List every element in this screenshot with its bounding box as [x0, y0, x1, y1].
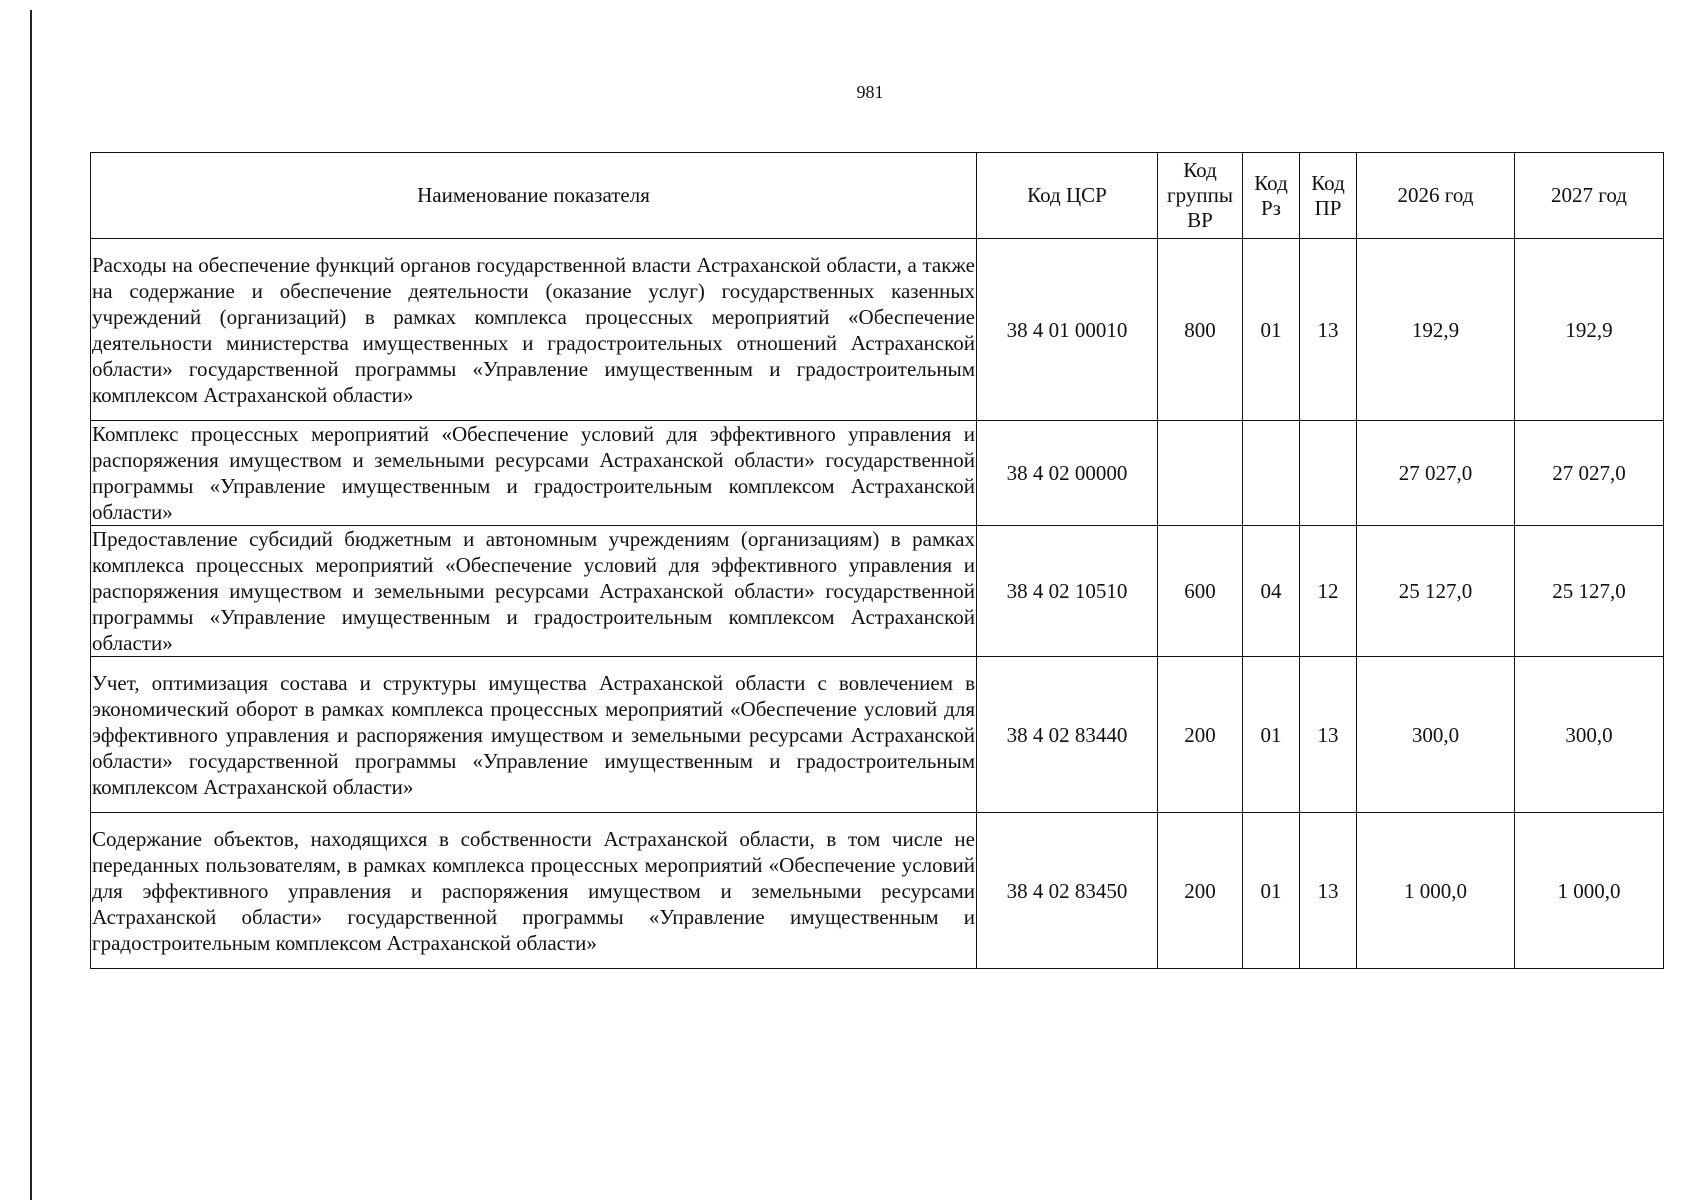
row-name: Расходы на обеспечение функций органов государственной власти Астраханской области, а также на содержание и обеспечение деятельности (оказание услуг) государственных казенных учреждений (организаций) в рамках комплекса процессных мероприятий «Обеспечение деятельности министерства имущественных и градостроительных отношений Астраханской области» государственной программы «Управление имущественным и градостроительным комплексом Астраханской области»: [91, 239, 977, 421]
row-value-2027: 25 127,0: [1515, 526, 1664, 657]
header-csr-code: Код ЦСР: [977, 153, 1158, 239]
row-value-2027: 300,0: [1515, 657, 1664, 813]
row-csr-code: 38 4 02 83440: [977, 657, 1158, 813]
row-pr-code: 13: [1300, 813, 1357, 969]
row-value-2026: 192,9: [1357, 239, 1515, 421]
row-vr-code: 200: [1158, 657, 1243, 813]
budget-table: [90, 152, 1664, 969]
row-vr-code: 600: [1158, 526, 1243, 657]
row-rz-code: 01: [1243, 239, 1300, 421]
left-margin-line: [30, 10, 32, 1200]
table-row: [91, 421, 1664, 526]
row-csr-code: 38 4 01 00010: [977, 239, 1158, 421]
row-rz-code: 04: [1243, 526, 1300, 657]
row-csr-code: 38 4 02 83450: [977, 813, 1158, 969]
row-rz-code: 01: [1243, 813, 1300, 969]
row-value-2026: 1 000,0: [1357, 813, 1515, 969]
table-body: [91, 239, 1664, 969]
row-name: Учет, оптимизация состава и структуры имущества Астраханской области с вовлечением в экономический оборот в рамках комплекса процессных мероприятий «Обеспечение условий для эффективного управления и распоряжения имуществом и земельными ресурсами Астраханской области» государственной программы «Управление имущественным и градостроительным комплексом Астраханской области»: [91, 657, 977, 813]
header-row: [91, 153, 1664, 239]
row-pr-code: 13: [1300, 657, 1357, 813]
row-value-2026: 27 027,0: [1357, 421, 1515, 526]
row-value-2027: 192,9: [1515, 239, 1664, 421]
table-header: [91, 153, 1664, 239]
row-name: Содержание объектов, находящихся в собственности Астраханской области, в том числе не переданных пользователям, в рамках комплекса процессных мероприятий «Обеспечение условий для эффективного управления и распоряжения имуществом и земельными ресурсами Астраханской области» государственной программы «Управление имущественным и градостроительным комплексом Астраханской области»: [91, 813, 977, 969]
header-vr-code: Код группы ВР: [1158, 153, 1243, 239]
row-rz-code: 01: [1243, 657, 1300, 813]
row-value-2027: 1 000,0: [1515, 813, 1664, 969]
row-pr-code: [1300, 421, 1357, 526]
header-rz-code: Код Рз: [1243, 153, 1300, 239]
header-year-2026: 2026 год: [1357, 153, 1515, 239]
row-rz-code: [1243, 421, 1300, 526]
table-row: [91, 526, 1664, 657]
row-csr-code: 38 4 02 10510: [977, 526, 1158, 657]
header-pr-code: Код ПР: [1300, 153, 1357, 239]
row-name: Комплекс процессных мероприятий «Обеспечение условий для эффективного управления и распоряжения имуществом и земельными ресурсами Астраханской области» государственной программы «Управление имущественным и градостроительным комплексом Астраханской области»: [92, 422, 975, 524]
row-csr-code: 38 4 02 00000: [977, 421, 1158, 526]
row-pr-code: 12: [1300, 526, 1357, 657]
row-value-2027: 27 027,0: [1515, 421, 1664, 526]
page-number: 981: [856, 82, 884, 102]
row-pr-code: 13: [1300, 239, 1357, 421]
table-row: [91, 239, 1664, 421]
row-vr-code: 200: [1158, 813, 1243, 969]
row-value-2026: 300,0: [1357, 657, 1515, 813]
row-vr-code: 800: [1158, 239, 1243, 421]
row-name: Предоставление субсидий бюджетным и автономным учреждениям (организациям) в рамках комплекса процессных мероприятий «Обеспечение условий для эффективного управления и распоряжения имуществом и земельными ресурсами Астраханской области» государственной программы «Управление имущественным и градостроительным комплексом Астраханской области»: [92, 527, 975, 655]
row-value-2026: 25 127,0: [1357, 526, 1515, 657]
header-year-2027: 2027 год: [1515, 153, 1664, 239]
row-vr-code: [1158, 421, 1243, 526]
table-row: [91, 657, 1664, 813]
table-row: [91, 813, 1664, 969]
header-name: Наименование показателя: [91, 153, 977, 239]
